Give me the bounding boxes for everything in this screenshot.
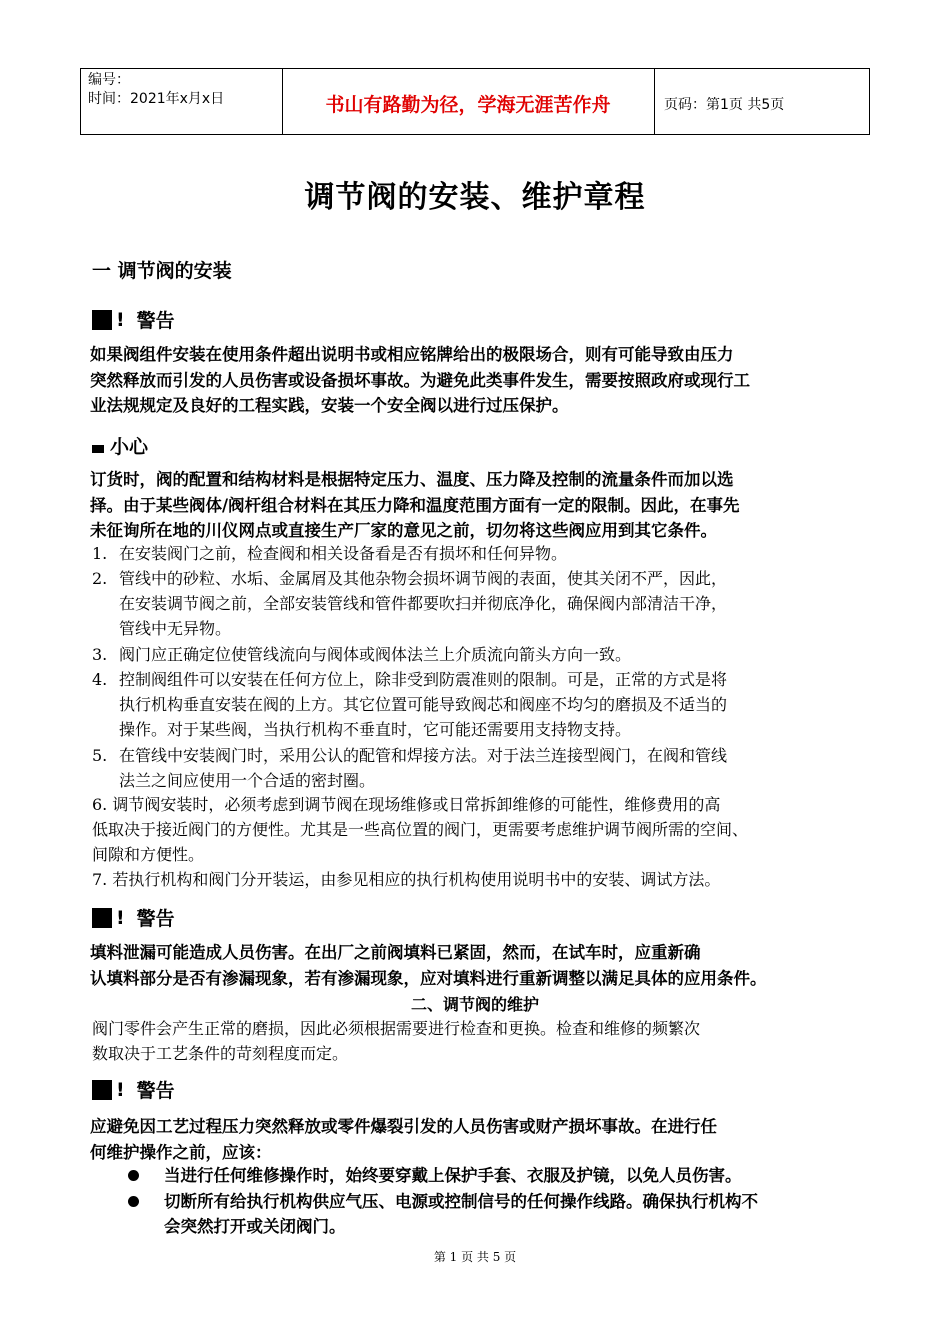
- warning-square-icon: [92, 310, 112, 330]
- warning2-label: 警告: [136, 908, 175, 930]
- caution-heading: [92, 432, 148, 459]
- intro-line: 阀门零件会产生正常的磨损，因此必须根据需要进行检查和更换。检查和维修的频繁次: [92, 1019, 701, 1038]
- item-number: 3.: [92, 645, 108, 664]
- warning1-line: 如果阀组件安装在使用条件超出说明书或相应铭牌给出的极限场合，则有可能导致由压力: [90, 345, 734, 364]
- item-number: 4.: [92, 670, 108, 689]
- section2-heading: 二、调节阀的维护: [410, 995, 539, 1014]
- warning1-heading: [92, 306, 175, 333]
- caution-text: [90, 467, 865, 544]
- header-motto: 书山有路勤为径，学海无涯苦作舟: [325, 94, 611, 116]
- item-number: 2.: [92, 569, 108, 588]
- warning1-line: 突然释放而引发的人员伤害或设备损坏事故。为避免此类事件发生，需要按照政府或现行工: [90, 370, 750, 390]
- list-item-6: [92, 792, 748, 867]
- warning-square-icon: [92, 1080, 112, 1100]
- warning1-line: 业法规规定及良好的工程实践，安装一个安全阀以进行过压保护。: [90, 396, 569, 415]
- warning3-text: [90, 1114, 865, 1165]
- header-top-border: [80, 68, 870, 69]
- item-line: 阀门应正确定位使管线流向与阀体或阀体法兰上介质流向箭头方向一致。: [119, 645, 632, 664]
- item-line: 控制阀组件可以安装在任何方位上，除非受到防震准则的限制。可是，正常的方式是将: [119, 670, 728, 689]
- item-line: 在安装阀门之前，检查阀和相关设备看是否有损坏和任何异物。: [119, 544, 568, 563]
- header-border-right: [869, 68, 870, 134]
- warning-square-icon: [92, 908, 112, 928]
- item-line: 操作。对于某些阀，当执行机构不垂直时，它可能还需要用支持物支持。: [119, 720, 632, 739]
- section1-heading: 一 调节阀的安装: [92, 260, 232, 282]
- item-line: 法兰之间应使用一个合适的密封圈。: [119, 771, 376, 790]
- bullet-line: 切断所有给执行机构供应气压、电源或控制信号的任何操作线路。确保执行机构不: [164, 1192, 758, 1211]
- exclamation-icon: !: [116, 308, 125, 331]
- page-footer: 第 1 页 共 5 页: [433, 1250, 517, 1264]
- document-title: 调节阀的安装、维护章程: [304, 180, 646, 215]
- warning2-line: 填料泄漏可能造成人员伤害。在出厂之前阀填料已紧固，然而，在试车时，应重新确: [90, 943, 701, 962]
- warning2-heading: [92, 904, 175, 931]
- warning3-line: 何维护操作之前，应该：: [90, 1142, 272, 1162]
- item6-line: 低取决于接近阀门的方便性。尤其是一些高位置的阀门，更需要考虑维护调节阀所需的空间、: [92, 820, 749, 839]
- caution-square-icon: [92, 445, 104, 453]
- header-border-left: [80, 68, 81, 134]
- item-line: 在安装调节阀之前，全部安装管线和管件都要吹扫并彻底净化，确保阀内部清洁干净，: [119, 594, 728, 613]
- caution-line: 未征询所在地的川仪网点或直接生产厂家的意见之前，切勿将这些阀应用到其它条件。: [90, 521, 717, 540]
- item-line: 管线中的砂粒、水垢、金属屑及其他杂物会损坏调节阀的表面，使其关闭不严，因此，: [119, 569, 728, 588]
- bullet-dot-icon: [128, 1170, 139, 1181]
- bullet-dot-icon: [128, 1196, 139, 1207]
- item6-line: 6. 调节阀安装时，必须考虑到调节阀在现场维修或日常拆卸维修的可能性，维修费用的高: [92, 795, 721, 814]
- warning2-line: 认填料部分是否有渗漏现象，若有渗漏现象，应对填料进行重新调整以满足具体的应用条件。: [90, 968, 767, 988]
- warning3-heading: [92, 1076, 175, 1103]
- list-item-7: [92, 867, 720, 892]
- warning1-label: 警告: [136, 310, 175, 332]
- header-divider-2: [654, 68, 655, 134]
- header-page-info: 页码：第1页 共5页: [664, 97, 785, 113]
- caution-label: 小心: [110, 436, 149, 458]
- bullet-line: 当进行任何维修操作时，始终要穿戴上保护手套、衣服及护镜，以免人员伤害。: [164, 1166, 742, 1185]
- item-line: 执行机构垂直安装在阀的上方。其它位置可能导致阀芯和阀座不均匀的磨损及不适当的: [119, 695, 728, 714]
- item-line: 在管线中安装阀门时，采用公认的配管和焊接方法。对于法兰连接型阀门，在阀和管线: [119, 746, 728, 765]
- item-number: 1.: [92, 544, 108, 563]
- item6-line: 间隙和方便性。: [92, 845, 205, 864]
- document-number: 编号：: [88, 72, 130, 88]
- warning1-text: [90, 342, 865, 419]
- warning3-label: 警告: [136, 1080, 175, 1102]
- header-bottom-border: [80, 134, 870, 135]
- item-number: 5.: [92, 746, 108, 765]
- intro-line: 数取决于工艺条件的苛刻程度而定。: [92, 1044, 349, 1063]
- warning3-line: 应避免因工艺过程压力突然释放或零件爆裂引发的人员伤害或财产损坏事故。在进行任: [90, 1117, 717, 1136]
- document-date: 时间：2021年x月x日: [88, 91, 225, 107]
- section2-intro: [92, 1016, 700, 1066]
- bullet-line: 会突然打开或关闭阀门。: [164, 1217, 346, 1236]
- exclamation-icon: !: [116, 906, 125, 929]
- header-meta: [88, 71, 224, 109]
- warning2-text: [90, 940, 865, 991]
- caution-line: 订货时，阀的配置和结构材料是根据特定压力、温度、压力降及控制的流量条件而加以选: [90, 470, 734, 489]
- item7-line: 7. 若执行机构和阀门分开装运，由参见相应的执行机构使用说明书中的安装、调试方法。: [92, 870, 721, 889]
- caution-line: 择。由于某些阀体/阀杆组合材料在其压力降和温度范围方面有一定的限制。因此，在事先: [90, 495, 740, 515]
- exclamation-icon: !: [116, 1078, 125, 1101]
- item-line: 管线中无异物。: [119, 619, 232, 638]
